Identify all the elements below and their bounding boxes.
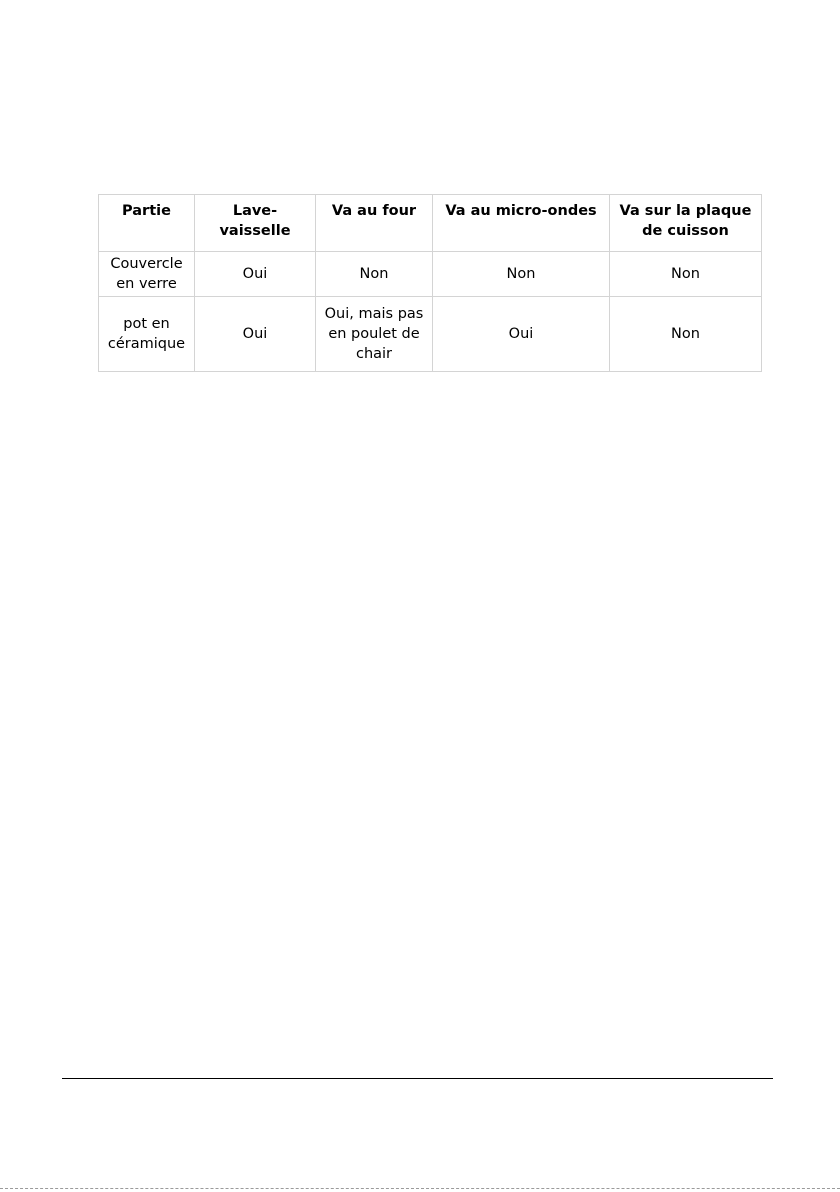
header-cell: Va sur la plaque de cuisson: [610, 195, 762, 252]
table-cell: Oui, mais pas en poulet de chair: [316, 297, 433, 372]
header-cell: Va au four: [316, 195, 433, 252]
table-cell: Oui: [433, 297, 610, 372]
table-row: [99, 297, 762, 372]
table-cell: Couvercle en verre: [99, 252, 195, 297]
page-bottom-edge: [0, 1188, 840, 1189]
table-cell: Oui: [195, 252, 316, 297]
header-cell: Va au micro-ondes: [433, 195, 610, 252]
table-cell: Non: [316, 252, 433, 297]
header-cell: Lave-vaisselle: [195, 195, 316, 252]
table-header-row: [99, 195, 762, 252]
header-cell: Partie: [99, 195, 195, 252]
table-cell: Non: [433, 252, 610, 297]
compatibility-table: [98, 194, 762, 372]
footer-divider: [62, 1078, 773, 1079]
table-cell: Non: [610, 297, 762, 372]
table-cell: pot en céramique: [99, 297, 195, 372]
table-cell: Oui: [195, 297, 316, 372]
table-row: [99, 252, 762, 297]
table-cell: Non: [610, 252, 762, 297]
